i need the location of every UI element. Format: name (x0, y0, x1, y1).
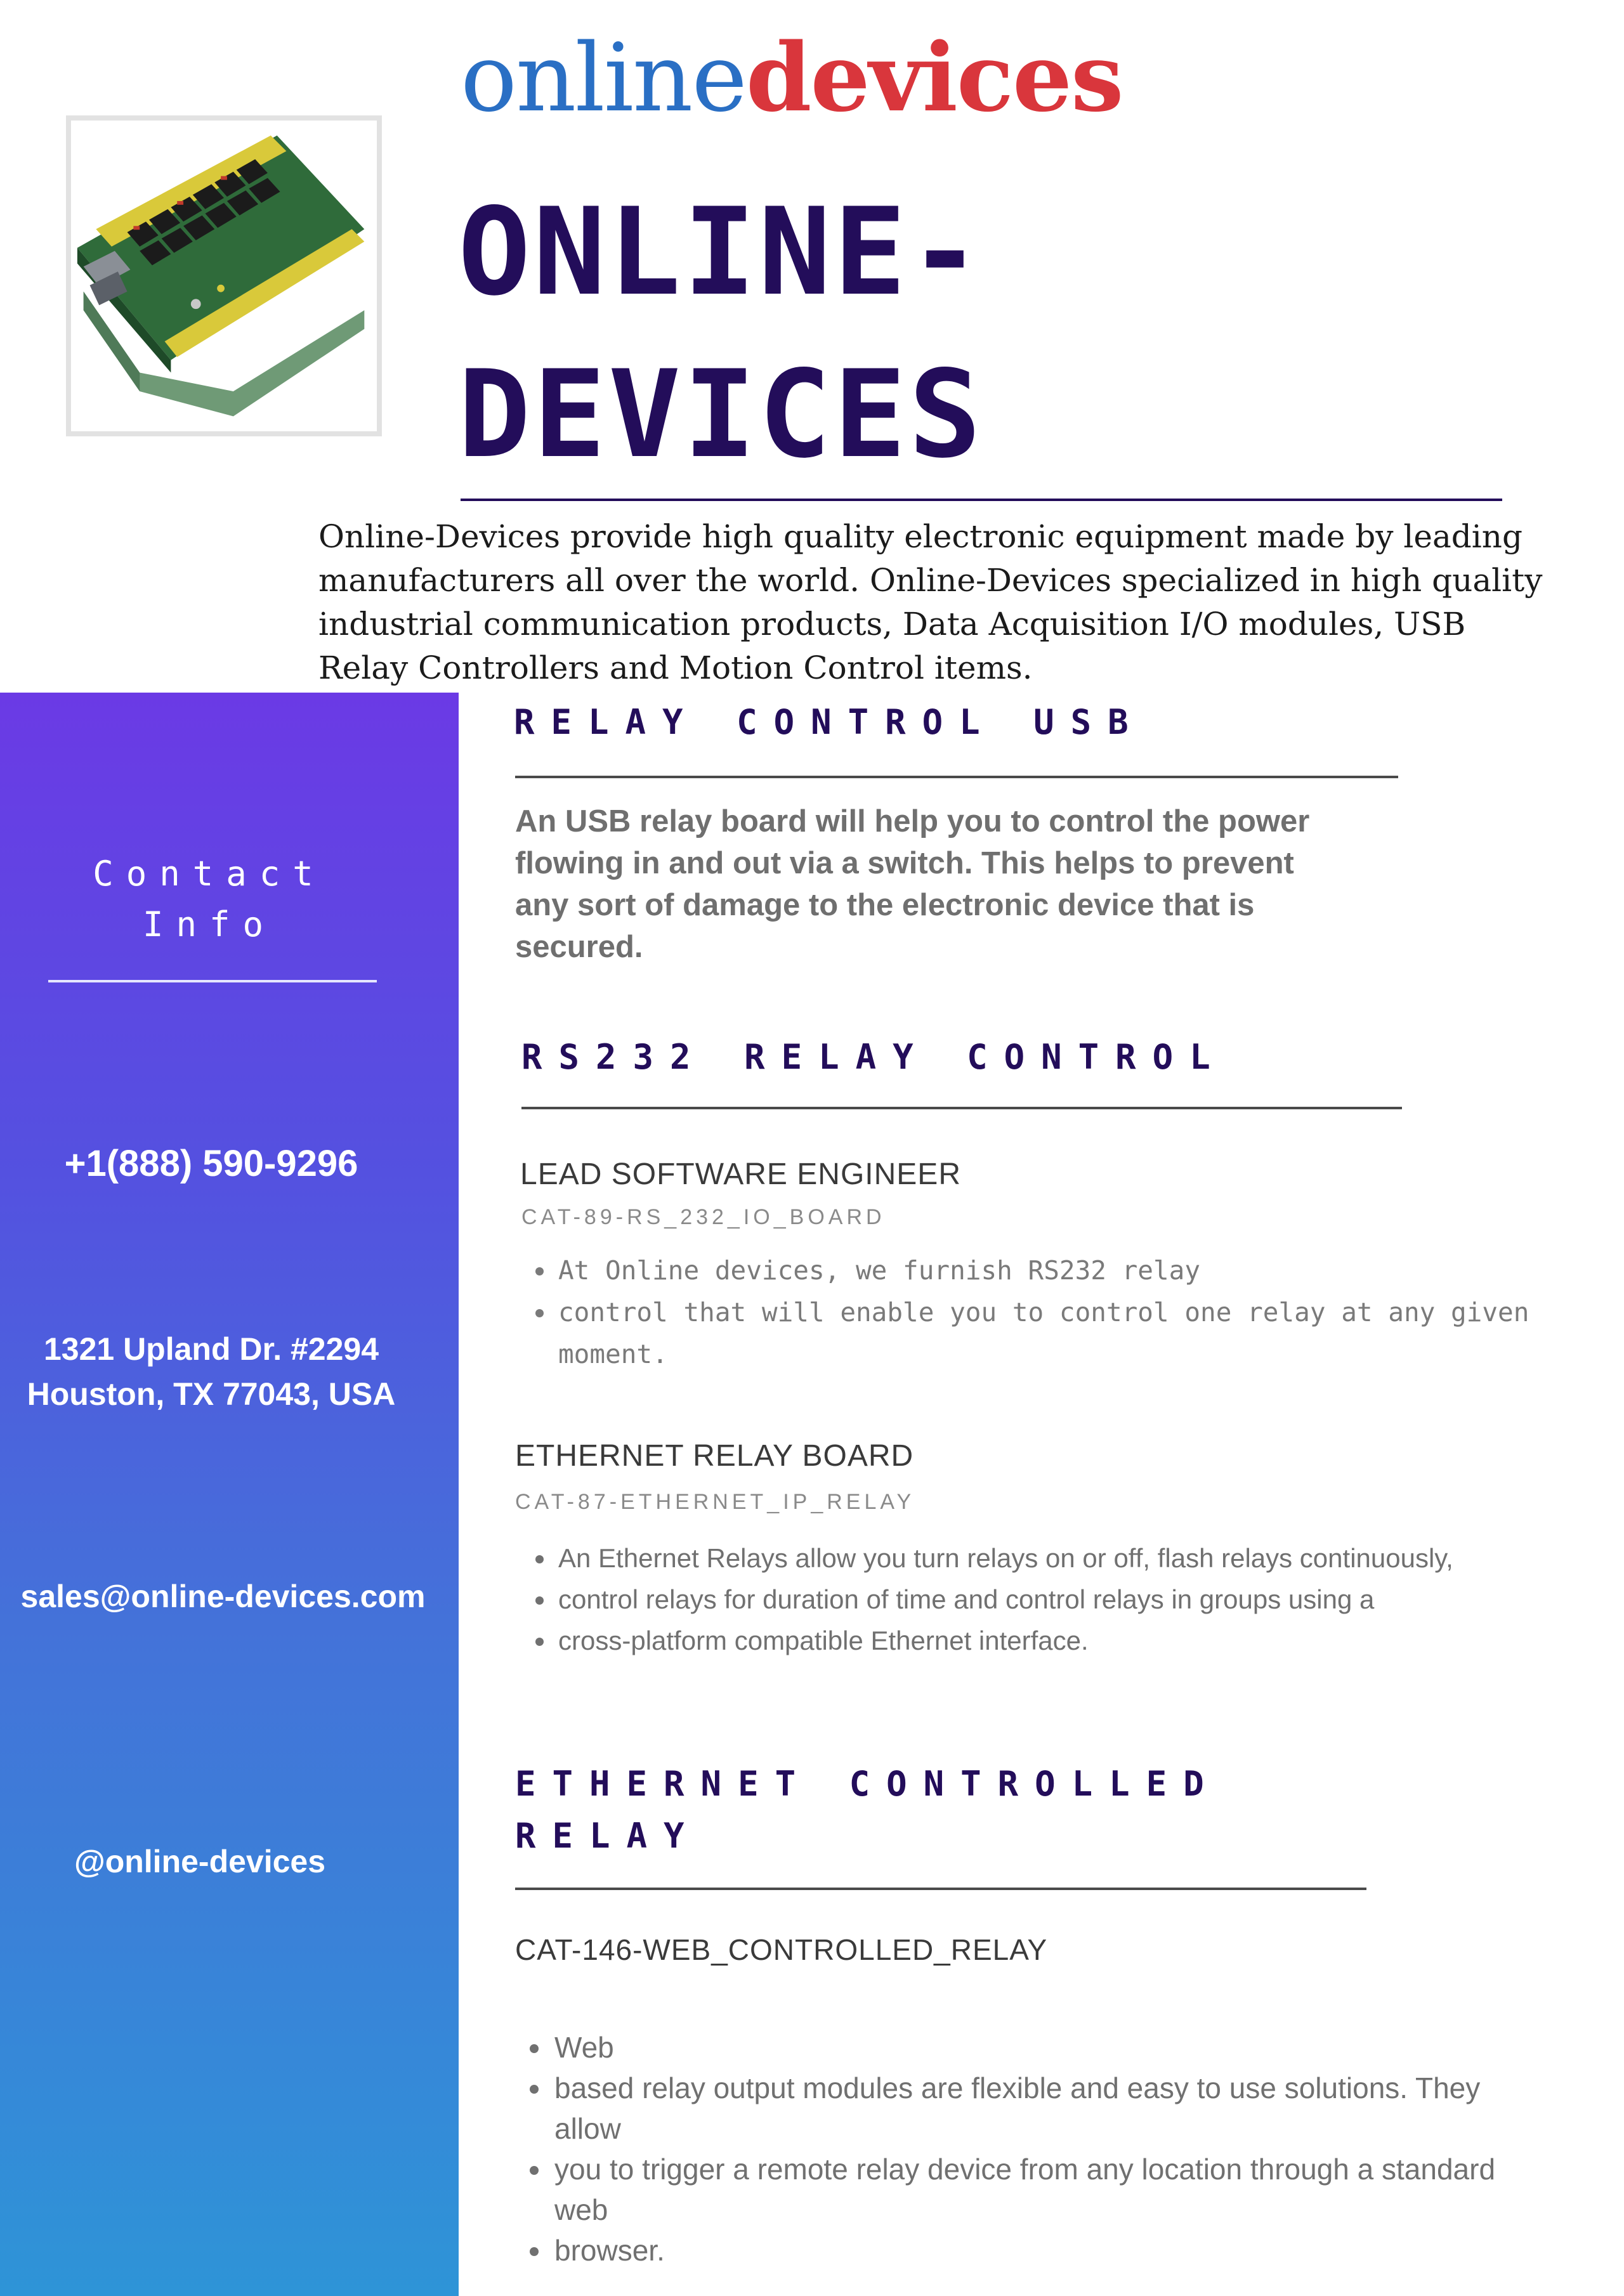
list-item: • At Online devices, we furnish RS232 relay (556, 1249, 1583, 1291)
item-bullets (520, 1249, 1583, 1375)
list-item: • browser. (552, 2230, 1503, 2271)
list-item: • control relays for duration of time and control relays in groups using a (556, 1579, 1596, 1620)
section-divider (521, 1107, 1402, 1109)
brand-logo (461, 22, 1123, 133)
item-bullets (516, 2027, 1503, 2271)
list-item: • cross-platform compatible Ethernet interface. (556, 1620, 1596, 1661)
section-divider (515, 1888, 1366, 1890)
social-handle[interactable]: @online-devices (74, 1844, 326, 1879)
item-title: ETHERNET RELAY BOARD (515, 1439, 914, 1473)
product-photo (66, 115, 382, 436)
list-item: • control that will enable you to control one relay at any given moment. (556, 1291, 1583, 1375)
intro-paragraph: Online-Devices provide high quality electronic equipment made by leading manufacturers all over the world. Online-Devices specialized in high quality industrial communication products, Data Acquisition I/O modules, USB Relay Controllers and Motion Control items. (318, 518, 1543, 686)
list-item: • based relay output modules are flexible and easy to use solutions. They allow (552, 2068, 1503, 2149)
section-heading-rs232: RS232 RELAY CONTROL (521, 1037, 1227, 1077)
email-link[interactable]: sales@online-devices.com (20, 1579, 426, 1614)
phone-number[interactable]: +1(888) 590-9296 (64, 1143, 358, 1184)
address: 1321 Upland Dr. #2294 Houston, TX 77043, USA (27, 1331, 396, 1412)
section-heading-relay-control-usb: RELAY CONTROL USB (514, 702, 1145, 742)
contact-divider (48, 980, 377, 982)
item-code: CAT-89-RS_232_IO_BOARD (521, 1205, 886, 1229)
item-title: LEAD SOFTWARE ENGINEER (520, 1158, 961, 1191)
logo-text-devices: devices (746, 22, 1123, 133)
section-divider (515, 776, 1398, 778)
title-divider (461, 499, 1502, 501)
item-bullets (520, 1537, 1596, 1661)
main-title: ONLINE- DEVICES (458, 182, 984, 485)
relay-board-illustration (71, 121, 377, 431)
list-item: • you to trigger a remote relay device from any location through a standard web (552, 2149, 1503, 2230)
item-code: CAT-87-ETHERNET_IP_RELAY (515, 1490, 915, 1514)
item-code: CAT-146-WEB_CONTROLLED_RELAY (515, 1933, 1048, 1966)
contact-info-heading: Contact Info (93, 854, 326, 944)
section-heading-ethernet-controlled-relay: ETHERNET CONTROLLED RELAY (515, 1764, 1221, 1856)
list-item: • An Ethernet Relays allow you turn relays on or off, flash relays continuously, (556, 1537, 1596, 1579)
logo-text-online: online (461, 23, 746, 133)
list-item: • Web (552, 2027, 1503, 2068)
section-body-usb: An USB relay board will help you to control the power flowing in and out via a switch. This helps to prevent any sort of damage to the electronic device that is secured. (515, 804, 1310, 964)
